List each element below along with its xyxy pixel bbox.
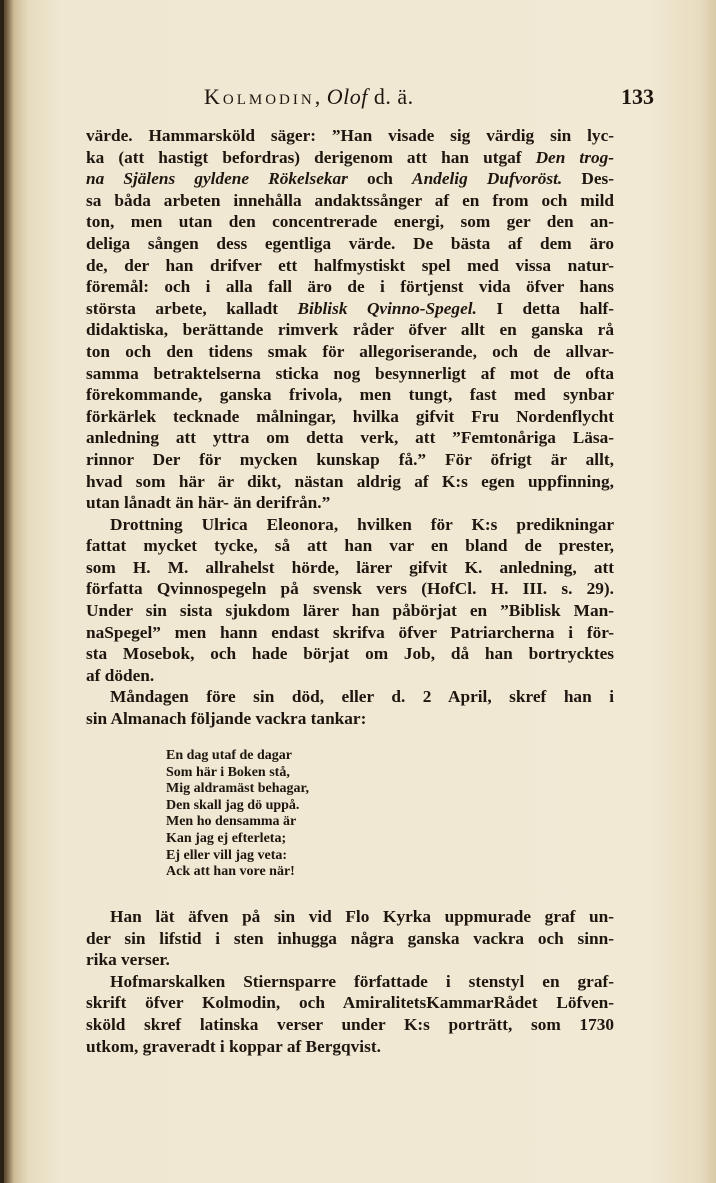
text-line: ka (att hastigt befordras) derigenom att han utgaf Den trog- bbox=[86, 147, 614, 167]
verse-line: Men ho densamma är bbox=[166, 814, 297, 830]
paragraph-ulrica-eleonora bbox=[86, 514, 614, 687]
text-line: af döden. bbox=[86, 665, 155, 685]
text-line: förekommande, ganska frivola, men tungt, fast med synbar bbox=[86, 385, 614, 405]
verse-line: Kan jag ej efterleta; bbox=[166, 830, 287, 846]
verse-line: Ej eller vill jag veta: bbox=[166, 847, 288, 863]
verse-line: Den skall jag dö uppå. bbox=[166, 797, 300, 813]
text-line: hvad som här är dikt, nästan aldrig af K:s egen uppfinning, bbox=[86, 471, 614, 491]
text-line: största arbete, kalladt Biblisk Qvinno-Spegel. I detta half- bbox=[86, 298, 615, 318]
text-line: Under sin sista sjukdom lärer han påbörjat en ”Biblisk Man- bbox=[86, 601, 614, 621]
text-line: sta Mosebok, och hade börjat om Job, då han bortrycktes bbox=[86, 644, 614, 664]
paragraph-hammarskold-quote bbox=[86, 125, 614, 514]
text-line: sköld skref latinska verser under K:s porträtt, som 1730 bbox=[86, 1014, 614, 1034]
text-line: de, der han drifver ett halfmystiskt spel med vissa natur- bbox=[86, 255, 614, 275]
text-line: ton och den tidens smak för allegoriserande, och de allvar- bbox=[86, 341, 614, 361]
text-line: na Själens gyldene Rökelsekar och Andelig Dufvoröst. Des- bbox=[86, 169, 614, 189]
text-line: som H. M. allrahelst hörde, lärer gifvit K. anledning, att bbox=[86, 557, 614, 577]
text-line: Han lät äfven på sin vid Flo Kyrka uppmurade graf un- bbox=[110, 907, 614, 926]
text-line: förkärlek tecknade målningar, hvilka gifvit Fru Nordenflycht bbox=[86, 406, 614, 426]
verse-line: Mig aldramäst behagar, bbox=[166, 781, 309, 797]
text-line: der sin lifstid i sten inhugga några ganska vackra och sinn- bbox=[86, 928, 614, 948]
verse-line: Som här i Boken stå, bbox=[166, 764, 290, 780]
text-line: föremål: och i alla fall äro de i förtjenst vida öfver hans bbox=[86, 277, 614, 297]
verse-block bbox=[166, 748, 466, 881]
page-number: 133 bbox=[621, 84, 654, 109]
text-line: sa båda arbeten innehålla andaktssånger af en from och mild bbox=[86, 190, 614, 210]
text-line: värde. Hammarsköld säger: ”Han visade sig värdig sin lyc- bbox=[86, 126, 614, 145]
binding-edge bbox=[0, 0, 4, 1183]
paragraph-grave-and-epitaph bbox=[86, 906, 614, 1057]
running-head-surname: Kolmodin bbox=[204, 84, 315, 109]
text-line: rika verser. bbox=[86, 950, 170, 970]
text-line: samma betraktelserna sticka nog besynnerligt af mot de ofta bbox=[86, 363, 614, 383]
text-line: naSpegel” men hann endast skrifva öfver Patriarcherna i för- bbox=[86, 622, 614, 642]
text-line: utan lånadt än här- än derifrån.” bbox=[86, 493, 331, 513]
text-line: Hofmarskalken Stiernsparre författade i stenstyl en graf- bbox=[110, 971, 614, 991]
text-line: didaktiska, berättande rimverk råder öfver allt en ganska rå bbox=[86, 320, 614, 340]
running-head-suffix: d. ä. bbox=[367, 84, 414, 109]
body-text-top bbox=[86, 125, 614, 730]
text-line: författa Qvinnospegeln på svensk vers (HofCl. H. III. s. 29). bbox=[86, 579, 614, 599]
verse-line: Ack att han vore när! bbox=[166, 864, 295, 880]
text-line: Drottning Ulrica Eleonora, hvilken för K:s predikningar bbox=[110, 514, 614, 534]
page-header bbox=[64, 84, 668, 114]
text-line: anledning att yttra om detta verk, att ”Femtonåriga Läsa- bbox=[86, 428, 614, 448]
text-line: skrift öfver Kolmodin, och AmiralitetsKammarRådet Löfven- bbox=[86, 993, 614, 1013]
text-line: deliga sången dess egentliga värde. De bästa af dem äro bbox=[86, 233, 614, 253]
running-head: Kolmodin, Olof d. ä. bbox=[204, 84, 414, 109]
body-text-bottom bbox=[86, 906, 614, 1057]
verse-line: En dag utaf de dagar bbox=[166, 748, 293, 763]
text-line: utkom, graveradt i koppar af Bergqvist. bbox=[86, 1036, 381, 1056]
text-line: rinnor Der för mycken kunskap få.” För öfrigt är allt, bbox=[86, 449, 614, 469]
text-line: fattat mycket tycke, så att han var en bland de prester, bbox=[86, 536, 614, 556]
running-head-given-name: Olof bbox=[326, 84, 368, 109]
text-line: Måndagen före sin död, eller d. 2 April, skref han i bbox=[110, 687, 614, 707]
text-line: sin Almanach följande vackra tankar: bbox=[86, 709, 367, 729]
text-line: ton, men utan den concentrerade energi, som ger den an- bbox=[86, 212, 614, 232]
paragraph-almanach bbox=[86, 686, 614, 729]
